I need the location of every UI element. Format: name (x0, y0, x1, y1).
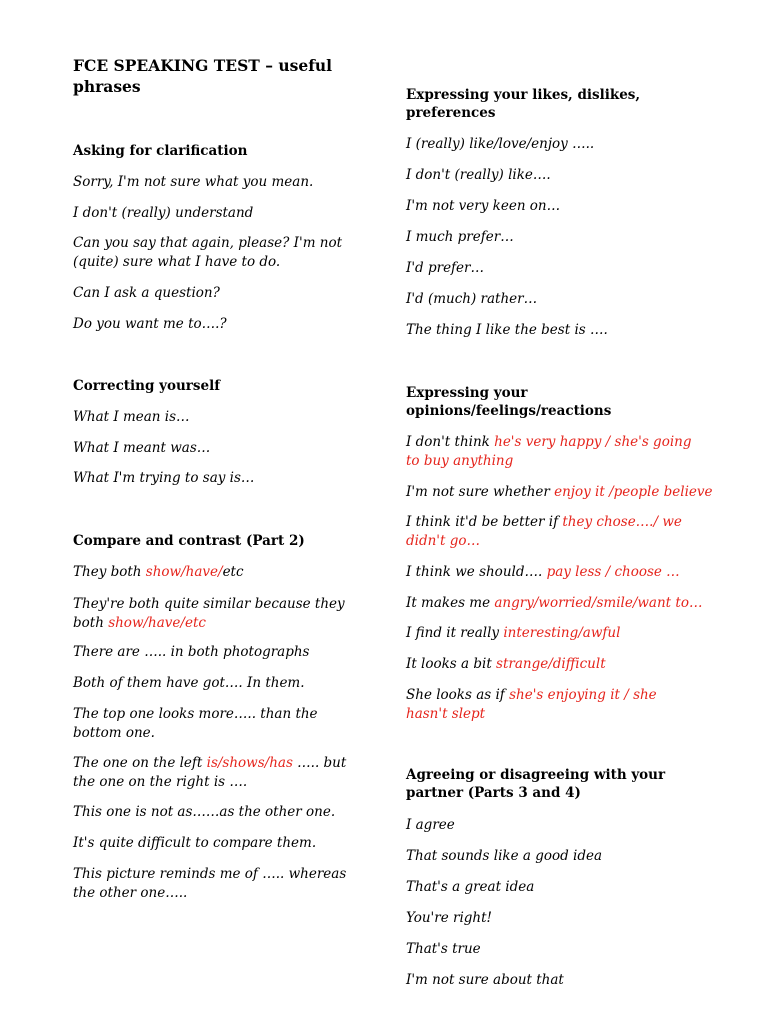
phrase: It makes me angry/worried/smile/want to… (406, 595, 703, 611)
phrase: Both of them have got…. In them. (73, 675, 305, 691)
phrase: I find it really interesting/awful (406, 625, 621, 641)
phrase: I'd (much) rather… (406, 291, 538, 307)
phrase: I think it'd be better if they chose…./ we didn't go… (406, 514, 682, 549)
phrase: I'm not sure about that (406, 972, 564, 988)
phrase: They both show/have/etc (73, 564, 244, 580)
phrase: I don't think he's very happy / she's going to buy anything (406, 434, 692, 469)
phrase: The one on the left is/shows/has ….. but the one on the right is …. (73, 755, 347, 790)
phrase: The thing I like the best is …. (406, 322, 608, 338)
phrase: Can I ask a question? (73, 285, 220, 301)
phrase: I much prefer… (406, 229, 514, 245)
phrase: That's true (406, 941, 481, 957)
section-heading-clarification: Asking for clarification (73, 143, 248, 159)
highlighted-phrase: show/have/ (145, 564, 223, 580)
phrase: She looks as if she's enjoying it / she hasn't slept (406, 687, 657, 722)
phrase: What I mean is… (73, 409, 190, 425)
section-heading-likes: Expressing your likes, dislikes, preferences (406, 87, 641, 121)
section-heading-agreeing: Agreeing or disagreeing with your partner (Parts 3 and 4) (406, 767, 666, 801)
phrase: It's quite difficult to compare them. (73, 835, 317, 851)
phrase: I agree (406, 817, 455, 833)
highlighted-phrase: they chose…./ we didn't go… (406, 514, 682, 549)
highlighted-phrase: show/have/etc (108, 614, 206, 631)
phrase: I'm not very keen on… (406, 198, 561, 214)
phrase: You're right! (406, 910, 492, 926)
page-title: FCE SPEAKING TEST – useful phrases (73, 56, 333, 96)
highlighted-phrase: is/shows/has (206, 755, 293, 771)
phrase: I'm not sure whether enjoy it /people believe (406, 484, 713, 500)
section-heading-opinions: Expressing your opinions/feelings/reactions (406, 385, 612, 419)
highlighted-phrase: enjoy it /people believe (554, 484, 713, 500)
phrase: It looks a bit strange/difficult (406, 656, 606, 672)
phrase: They're both quite similar because they both show/have/etc (73, 596, 345, 631)
phrase: This one is not as……as the other one. (73, 804, 336, 820)
phrase: That's a great idea (406, 879, 535, 895)
phrase: I (really) like/love/enjoy ….. (406, 136, 595, 152)
phrase: There are ….. in both photographs (73, 644, 310, 660)
phrase: What I'm trying to say is… (73, 470, 255, 486)
phrase: I'd prefer… (406, 260, 485, 276)
section-heading-compare: Compare and contrast (Part 2) (73, 533, 305, 549)
phrase: The top one looks more….. than the bottom one. (73, 706, 318, 741)
highlighted-phrase: strange/difficult (496, 656, 606, 672)
phrase: What I meant was… (73, 440, 211, 456)
phrase: I think we should…. pay less / choose … (406, 564, 680, 580)
phrase: I don't (really) like…. (406, 167, 551, 183)
highlighted-phrase: interesting/awful (503, 625, 621, 641)
highlighted-phrase: he's very happy / she's going to buy anything (406, 434, 692, 469)
phrase: I don't (really) understand (73, 205, 254, 221)
phrase: That sounds like a good idea (406, 848, 603, 864)
highlighted-phrase: pay less / choose … (546, 564, 680, 580)
phrase: This picture reminds me of ….. whereas the other one….. (73, 866, 347, 901)
phrase: Can you say that again, please? I'm not (quite) sure what I have to do. (73, 235, 343, 270)
highlighted-phrase: angry/worried/smile/want to… (494, 595, 703, 611)
phrase: Do you want me to….? (73, 316, 227, 332)
highlighted-phrase: she's enjoying it / she hasn't slept (406, 687, 657, 722)
section-heading-correcting: Correcting yourself (73, 378, 221, 394)
phrase: Sorry, I'm not sure what you mean. (73, 174, 314, 190)
